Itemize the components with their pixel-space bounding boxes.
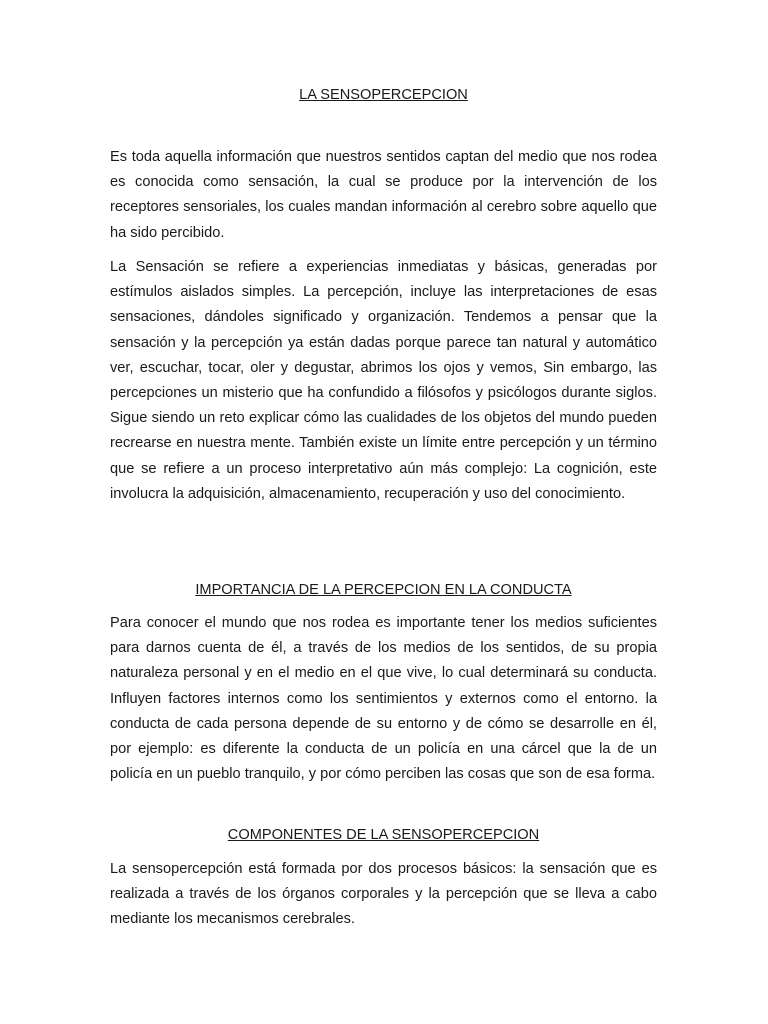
paragraph-1: Es toda aquella información que nuestros sentidos captan del medio que nos rodea es conocida como sensación, la cual se produce por la intervención de los receptores sensoriales, los cuales mandan información al cerebro sobre aquello que ha sido percibido. — [110, 149, 657, 241]
document-title: LA SENSOPERCEPCION — [299, 87, 468, 103]
section-heading-componentes: COMPONENTES DE LA SENSOPERCEPCION — [227, 827, 540, 843]
paragraph-2: La Sensación se refiere a experiencias inmediatas y básicas, generadas por estímulos aislados simples. La percepción, incluye las interpretaciones de esas sensaciones, dándoles significado y organización. Tendemos a pensar que la sensación y la percepción ya están dadas porque parece tan natural y automático ver, escuchar, tocar, oler y degustar, abrimos los ojos y vemos, Sin embargo, las percepciones un misterio que ha confundido a filósofos y psicólogos durante siglos. Sigue siendo un reto explicar cómo las cualidades de los objetos del mundo pueden recrearse en nuestra mente. También existe un límite entre percepción y un término que se refiere a un proceso interpretativo aún más complejo: La cognición, este involucra la adquisición, almacenamiento, recuperación y uso del conocimiento. — [110, 259, 657, 502]
paragraph-componentes: La sensopercepción está formada por dos procesos básicos: la sensación que es realizada a través de los órganos corporales y la percepción que se lleva a cabo mediante los mecanismos cerebrales. — [110, 861, 657, 928]
section-heading-importancia: IMPORTANCIA DE LA PERCEPCION EN LA CONDUCTA — [195, 582, 572, 598]
paragraph-importancia: Para conocer el mundo que nos rodea es importante tener los medios suficientes para darnos cuenta de él, a través de los medios de los sentidos, de su propia naturaleza personal y en el medio en el que vive, lo cual determinará su conducta. Influyen factores internos como los sentimientos y externos como el entorno. la conducta de cada persona depende de su entorno y de cómo se desarrolle en él, por ejemplo: es diferente la conducta de un policía en una cárcel que la de un policía en un pueblo tranquilo, y por cómo perciben las cosas que son de esa forma. — [110, 615, 657, 783]
